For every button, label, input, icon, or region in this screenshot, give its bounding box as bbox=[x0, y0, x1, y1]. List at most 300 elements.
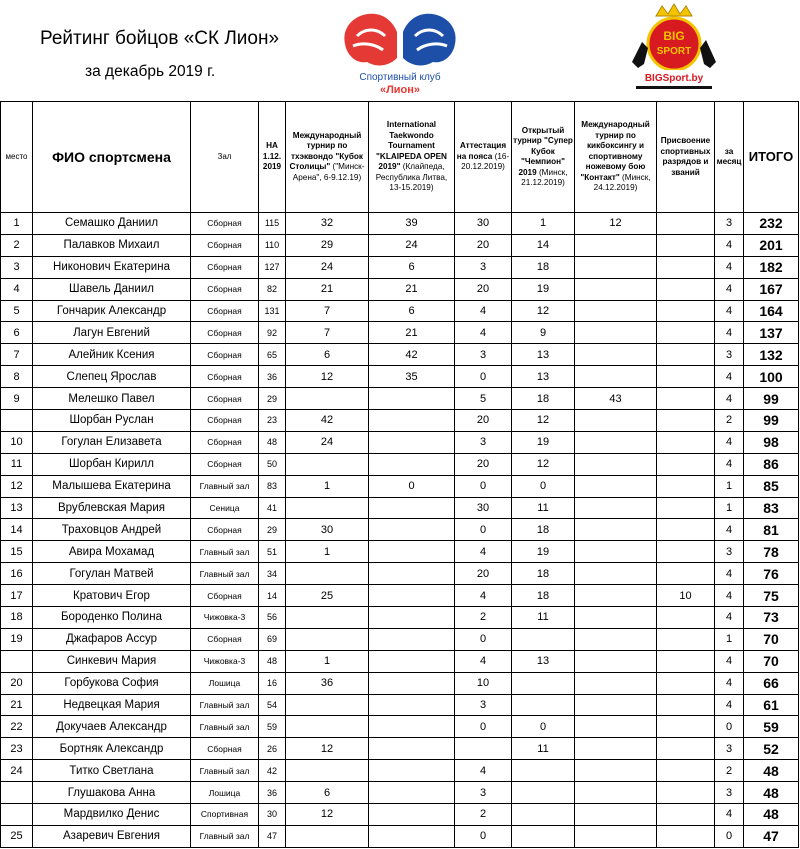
cell-month: 3 bbox=[715, 213, 744, 235]
table-row bbox=[1, 541, 799, 563]
cell-t5 bbox=[575, 760, 657, 782]
cell-t2 bbox=[369, 585, 455, 607]
cell-t3: 20 bbox=[455, 410, 512, 432]
cell-t5 bbox=[575, 344, 657, 366]
lion-logo-line2: «Лион» bbox=[379, 84, 421, 96]
cell-place: 8 bbox=[1, 366, 33, 388]
cell-month: 4 bbox=[715, 366, 744, 388]
cell-t2: 6 bbox=[369, 256, 455, 278]
cell-gym: Чижовка-3 bbox=[191, 650, 259, 672]
cell-place: 1 bbox=[1, 213, 33, 235]
cell-t3: 5 bbox=[455, 388, 512, 410]
cell-t6 bbox=[657, 760, 715, 782]
cell-t2: 35 bbox=[369, 366, 455, 388]
cell-total: 48 bbox=[744, 804, 799, 826]
cell-gym: Сборная bbox=[191, 344, 259, 366]
cell-t2: 6 bbox=[369, 300, 455, 322]
cell-base: 65 bbox=[259, 344, 286, 366]
cell-total: 70 bbox=[744, 628, 799, 650]
cell-t5 bbox=[575, 322, 657, 344]
cell-t5 bbox=[575, 694, 657, 716]
cell-t2 bbox=[369, 453, 455, 475]
table-row bbox=[1, 585, 799, 607]
cell-t1: 6 bbox=[286, 782, 369, 804]
cell-name: Гогулан Елизавета bbox=[33, 431, 191, 453]
cell-month: 4 bbox=[715, 431, 744, 453]
cell-month: 4 bbox=[715, 256, 744, 278]
cell-name: Врублевская Мария bbox=[33, 497, 191, 519]
table-row bbox=[1, 431, 799, 453]
cell-month: 4 bbox=[715, 650, 744, 672]
cell-name: Алейник Ксения bbox=[33, 344, 191, 366]
cell-t4: 0 bbox=[512, 475, 575, 497]
cell-t2 bbox=[369, 694, 455, 716]
cell-t3: 3 bbox=[455, 344, 512, 366]
cell-place bbox=[1, 804, 33, 826]
cell-t4: 9 bbox=[512, 322, 575, 344]
table-row bbox=[1, 213, 799, 235]
cell-t5 bbox=[575, 825, 657, 847]
cell-base: 23 bbox=[259, 410, 286, 432]
table-row bbox=[1, 344, 799, 366]
cell-t6 bbox=[657, 366, 715, 388]
cell-t1: 1 bbox=[286, 541, 369, 563]
col-name: ФИО спортсмена bbox=[33, 102, 191, 213]
cell-t5 bbox=[575, 607, 657, 629]
cell-t5 bbox=[575, 410, 657, 432]
cell-t3: 4 bbox=[455, 541, 512, 563]
cell-t1: 24 bbox=[286, 431, 369, 453]
cell-t4: 18 bbox=[512, 519, 575, 541]
cell-month: 4 bbox=[715, 563, 744, 585]
cell-t5 bbox=[575, 519, 657, 541]
cell-t1: 32 bbox=[286, 213, 369, 235]
cell-base: 36 bbox=[259, 366, 286, 388]
cell-t3: 30 bbox=[455, 497, 512, 519]
cell-t5 bbox=[575, 234, 657, 256]
cell-t2: 21 bbox=[369, 322, 455, 344]
cell-base: 29 bbox=[259, 388, 286, 410]
cell-t1: 25 bbox=[286, 585, 369, 607]
cell-t3: 0 bbox=[455, 825, 512, 847]
cell-total: 86 bbox=[744, 453, 799, 475]
cell-name: Азаревич Евгения bbox=[33, 825, 191, 847]
cell-t5 bbox=[575, 804, 657, 826]
cell-t4 bbox=[512, 782, 575, 804]
cell-name: Шорбан Кирилл bbox=[33, 453, 191, 475]
table-row bbox=[1, 475, 799, 497]
cell-t3: 3 bbox=[455, 782, 512, 804]
cell-base: 110 bbox=[259, 234, 286, 256]
cell-t5: 43 bbox=[575, 388, 657, 410]
cell-t5 bbox=[575, 431, 657, 453]
cell-place bbox=[1, 410, 33, 432]
cell-place: 6 bbox=[1, 322, 33, 344]
cell-month: 4 bbox=[715, 388, 744, 410]
cell-total: 81 bbox=[744, 519, 799, 541]
table-row bbox=[1, 716, 799, 738]
cell-total: 85 bbox=[744, 475, 799, 497]
cell-total: 70 bbox=[744, 650, 799, 672]
cell-t5 bbox=[575, 563, 657, 585]
cell-place: 24 bbox=[1, 760, 33, 782]
cell-month: 0 bbox=[715, 716, 744, 738]
cell-t6 bbox=[657, 541, 715, 563]
cell-t6 bbox=[657, 628, 715, 650]
cell-t1: 7 bbox=[286, 300, 369, 322]
cell-name: Титко Светлана bbox=[33, 760, 191, 782]
table-row bbox=[1, 782, 799, 804]
cell-gym: Главный зал bbox=[191, 694, 259, 716]
cell-t1: 7 bbox=[286, 322, 369, 344]
cell-total: 66 bbox=[744, 672, 799, 694]
cell-place: 23 bbox=[1, 738, 33, 760]
cell-t1 bbox=[286, 825, 369, 847]
big-logo-bottom: SPORT bbox=[656, 46, 692, 57]
cell-total: 232 bbox=[744, 213, 799, 235]
cell-gym: Главный зал bbox=[191, 563, 259, 585]
cell-month: 3 bbox=[715, 344, 744, 366]
cell-place: 14 bbox=[1, 519, 33, 541]
table-row bbox=[1, 322, 799, 344]
cell-base: 92 bbox=[259, 322, 286, 344]
col-base: НА 1.12. 2019 bbox=[259, 102, 286, 213]
cell-gym: Сборная bbox=[191, 213, 259, 235]
cell-t1: 1 bbox=[286, 475, 369, 497]
cell-t6 bbox=[657, 475, 715, 497]
cell-t2 bbox=[369, 410, 455, 432]
table-row bbox=[1, 278, 799, 300]
page-subtitle: за декабрь 2019 г. bbox=[85, 63, 216, 80]
cell-gym: Сборная bbox=[191, 322, 259, 344]
cell-base: 41 bbox=[259, 497, 286, 519]
cell-base: 82 bbox=[259, 278, 286, 300]
cell-t2 bbox=[369, 388, 455, 410]
cell-total: 98 bbox=[744, 431, 799, 453]
cell-t3: 20 bbox=[455, 563, 512, 585]
cell-t1 bbox=[286, 563, 369, 585]
cell-t1: 12 bbox=[286, 738, 369, 760]
cell-t6 bbox=[657, 650, 715, 672]
cell-t1: 12 bbox=[286, 366, 369, 388]
cell-base: 34 bbox=[259, 563, 286, 585]
cell-t4: 12 bbox=[512, 453, 575, 475]
cell-gym: Сеница bbox=[191, 497, 259, 519]
cell-t3: 0 bbox=[455, 475, 512, 497]
cell-t2 bbox=[369, 804, 455, 826]
cell-t6 bbox=[657, 519, 715, 541]
cell-t1: 21 bbox=[286, 278, 369, 300]
cell-t4: 19 bbox=[512, 278, 575, 300]
red-lion-icon bbox=[344, 14, 397, 66]
cell-t1 bbox=[286, 760, 369, 782]
cell-gym: Главный зал bbox=[191, 541, 259, 563]
lion-club-logo bbox=[335, 6, 465, 96]
cell-base: 36 bbox=[259, 782, 286, 804]
cell-name: Недвецкая Мария bbox=[33, 694, 191, 716]
cell-t1: 12 bbox=[286, 804, 369, 826]
cell-t4: 14 bbox=[512, 234, 575, 256]
cell-base: 115 bbox=[259, 213, 286, 235]
table-row bbox=[1, 804, 799, 826]
cell-t6 bbox=[657, 234, 715, 256]
cell-total: 83 bbox=[744, 497, 799, 519]
cell-t5 bbox=[575, 672, 657, 694]
cell-t2 bbox=[369, 607, 455, 629]
cell-t4: 13 bbox=[512, 366, 575, 388]
cell-place: 2 bbox=[1, 234, 33, 256]
cell-t2 bbox=[369, 431, 455, 453]
cell-t3: 20 bbox=[455, 453, 512, 475]
cell-name: Джафаров Ассур bbox=[33, 628, 191, 650]
table-row bbox=[1, 519, 799, 541]
cell-month: 4 bbox=[715, 453, 744, 475]
cell-month: 1 bbox=[715, 475, 744, 497]
cell-t3: 10 bbox=[455, 672, 512, 694]
table-row bbox=[1, 410, 799, 432]
cell-t4: 11 bbox=[512, 738, 575, 760]
cell-t6 bbox=[657, 300, 715, 322]
cell-total: 47 bbox=[744, 825, 799, 847]
cell-t2 bbox=[369, 825, 455, 847]
cell-month: 4 bbox=[715, 322, 744, 344]
cell-month: 3 bbox=[715, 782, 744, 804]
cell-t3: 2 bbox=[455, 804, 512, 826]
cell-month: 2 bbox=[715, 410, 744, 432]
cell-name: Гогулан Матвей bbox=[33, 563, 191, 585]
cell-t1 bbox=[286, 716, 369, 738]
cell-t3: 0 bbox=[455, 716, 512, 738]
cell-total: 99 bbox=[744, 410, 799, 432]
cell-month: 4 bbox=[715, 234, 744, 256]
cell-t2 bbox=[369, 628, 455, 650]
cell-t3: 4 bbox=[455, 760, 512, 782]
cell-gym: Сборная bbox=[191, 300, 259, 322]
cell-t2: 21 bbox=[369, 278, 455, 300]
cell-t2: 42 bbox=[369, 344, 455, 366]
cell-total: 182 bbox=[744, 256, 799, 278]
cell-name: Мелешко Павел bbox=[33, 388, 191, 410]
cell-t5 bbox=[575, 256, 657, 278]
cell-t4 bbox=[512, 694, 575, 716]
cell-t2 bbox=[369, 738, 455, 760]
cell-gym: Сборная bbox=[191, 410, 259, 432]
cell-t2 bbox=[369, 541, 455, 563]
cell-t3: 3 bbox=[455, 256, 512, 278]
cell-month: 3 bbox=[715, 541, 744, 563]
emblem-circle bbox=[648, 18, 700, 70]
cell-base: 48 bbox=[259, 431, 286, 453]
cell-t2: 0 bbox=[369, 475, 455, 497]
cell-base: 51 bbox=[259, 541, 286, 563]
cell-name: Палавков Михаил bbox=[33, 234, 191, 256]
cell-month: 4 bbox=[715, 300, 744, 322]
cell-t6 bbox=[657, 344, 715, 366]
cell-t6 bbox=[657, 256, 715, 278]
cell-base: 26 bbox=[259, 738, 286, 760]
cell-place: 21 bbox=[1, 694, 33, 716]
cell-t6 bbox=[657, 410, 715, 432]
cell-t4: 18 bbox=[512, 563, 575, 585]
crown-icon bbox=[656, 4, 692, 16]
cell-t4: 1 bbox=[512, 213, 575, 235]
cell-t1 bbox=[286, 388, 369, 410]
table-row bbox=[1, 738, 799, 760]
cell-name: Синкевич Мария bbox=[33, 650, 191, 672]
cell-total: 137 bbox=[744, 322, 799, 344]
cell-t6 bbox=[657, 607, 715, 629]
cell-t4: 13 bbox=[512, 344, 575, 366]
fighter-left-icon bbox=[632, 42, 648, 68]
cell-place: 20 bbox=[1, 672, 33, 694]
cell-t4 bbox=[512, 672, 575, 694]
cell-total: 75 bbox=[744, 585, 799, 607]
table-row bbox=[1, 650, 799, 672]
cell-total: 61 bbox=[744, 694, 799, 716]
cell-place: 5 bbox=[1, 300, 33, 322]
cell-t2 bbox=[369, 563, 455, 585]
cell-name: Малышева Екатерина bbox=[33, 475, 191, 497]
cell-base: 56 bbox=[259, 607, 286, 629]
cell-t3: 0 bbox=[455, 366, 512, 388]
cell-t5 bbox=[575, 585, 657, 607]
cell-place: 13 bbox=[1, 497, 33, 519]
table-row bbox=[1, 300, 799, 322]
cell-name: Шорбан Руслан bbox=[33, 410, 191, 432]
cell-base: 30 bbox=[259, 804, 286, 826]
cell-t5 bbox=[575, 738, 657, 760]
table-row bbox=[1, 366, 799, 388]
cell-total: 48 bbox=[744, 782, 799, 804]
cell-month: 1 bbox=[715, 628, 744, 650]
cell-base: 59 bbox=[259, 716, 286, 738]
cell-name: Авира Мохамад bbox=[33, 541, 191, 563]
cell-t6 bbox=[657, 716, 715, 738]
cell-gym: Сборная bbox=[191, 278, 259, 300]
cell-name: Гончарик Александр bbox=[33, 300, 191, 322]
cell-total: 99 bbox=[744, 388, 799, 410]
cell-t1: 30 bbox=[286, 519, 369, 541]
cell-month: 0 bbox=[715, 825, 744, 847]
cell-place: 11 bbox=[1, 453, 33, 475]
cell-t4: 13 bbox=[512, 650, 575, 672]
table-row bbox=[1, 453, 799, 475]
cell-month: 4 bbox=[715, 585, 744, 607]
cell-place: 4 bbox=[1, 278, 33, 300]
cell-gym: Сборная bbox=[191, 431, 259, 453]
cell-name: Докучаев Александр bbox=[33, 716, 191, 738]
cell-gym: Чижовка-3 bbox=[191, 607, 259, 629]
cell-name: Кратович Егор bbox=[33, 585, 191, 607]
cell-month: 1 bbox=[715, 497, 744, 519]
cell-t6 bbox=[657, 694, 715, 716]
cell-t2 bbox=[369, 519, 455, 541]
cell-place: 3 bbox=[1, 256, 33, 278]
cell-gym: Сборная bbox=[191, 519, 259, 541]
cell-base: 14 bbox=[259, 585, 286, 607]
cell-t4: 0 bbox=[512, 716, 575, 738]
col-month: за месяц bbox=[715, 102, 744, 213]
cell-t3: 3 bbox=[455, 431, 512, 453]
cell-gym: Спортивная bbox=[191, 804, 259, 826]
cell-t6 bbox=[657, 738, 715, 760]
cell-gym: Сборная bbox=[191, 585, 259, 607]
table-row bbox=[1, 628, 799, 650]
col-t1: Международный турнир по тхэквондо "Кубок Столицы" ("Минск-Арена", 6-9.12.19) bbox=[286, 102, 369, 213]
cell-t2 bbox=[369, 782, 455, 804]
cell-t3: 30 bbox=[455, 213, 512, 235]
cell-base: 47 bbox=[259, 825, 286, 847]
cell-t2 bbox=[369, 716, 455, 738]
cell-t5 bbox=[575, 782, 657, 804]
cell-t3: 0 bbox=[455, 628, 512, 650]
cell-gym: Главный зал bbox=[191, 760, 259, 782]
page-title: Рейтинг бойцов «СК Лион» bbox=[40, 28, 280, 49]
cell-place: 12 bbox=[1, 475, 33, 497]
cell-t1 bbox=[286, 453, 369, 475]
cell-base: 50 bbox=[259, 453, 286, 475]
cell-t4: 19 bbox=[512, 541, 575, 563]
cell-total: 164 bbox=[744, 300, 799, 322]
cell-gym: Сборная bbox=[191, 628, 259, 650]
big-logo-top: BIG bbox=[663, 29, 685, 43]
cell-name: Мардвилко Денис bbox=[33, 804, 191, 826]
cell-base: 48 bbox=[259, 650, 286, 672]
cell-t1: 36 bbox=[286, 672, 369, 694]
cell-t6 bbox=[657, 453, 715, 475]
cell-total: 167 bbox=[744, 278, 799, 300]
rating-table bbox=[0, 101, 799, 848]
cell-month: 2 bbox=[715, 760, 744, 782]
cell-t3: 20 bbox=[455, 278, 512, 300]
table-row bbox=[1, 694, 799, 716]
col-place: место bbox=[1, 102, 33, 213]
cell-place: 17 bbox=[1, 585, 33, 607]
cell-total: 78 bbox=[744, 541, 799, 563]
cell-t3: 4 bbox=[455, 650, 512, 672]
col-t3: Аттестация на пояса (16-20.12.2019) bbox=[455, 102, 512, 213]
cell-t3: 4 bbox=[455, 300, 512, 322]
cell-total: 59 bbox=[744, 716, 799, 738]
cell-name: Траховцов Андрей bbox=[33, 519, 191, 541]
cell-t1: 29 bbox=[286, 234, 369, 256]
table-row bbox=[1, 672, 799, 694]
cell-gym: Сборная bbox=[191, 388, 259, 410]
cell-t3: 2 bbox=[455, 607, 512, 629]
cell-base: 29 bbox=[259, 519, 286, 541]
cell-name: Глушакова Анна bbox=[33, 782, 191, 804]
table-row bbox=[1, 234, 799, 256]
cell-gym: Лошица bbox=[191, 672, 259, 694]
cell-total: 100 bbox=[744, 366, 799, 388]
cell-t5: 12 bbox=[575, 213, 657, 235]
fighter-right-icon bbox=[700, 40, 716, 68]
cell-t3: 4 bbox=[455, 322, 512, 344]
cell-name: Никонович Екатерина bbox=[33, 256, 191, 278]
cell-t6 bbox=[657, 804, 715, 826]
cell-t2: 24 bbox=[369, 234, 455, 256]
cell-total: 48 bbox=[744, 760, 799, 782]
cell-t3: 3 bbox=[455, 694, 512, 716]
cell-t4: 11 bbox=[512, 607, 575, 629]
table-row bbox=[1, 388, 799, 410]
cell-base: 69 bbox=[259, 628, 286, 650]
cell-t5 bbox=[575, 650, 657, 672]
cell-t5 bbox=[575, 300, 657, 322]
cell-month: 4 bbox=[715, 607, 744, 629]
cell-t4: 19 bbox=[512, 431, 575, 453]
cell-t5 bbox=[575, 453, 657, 475]
